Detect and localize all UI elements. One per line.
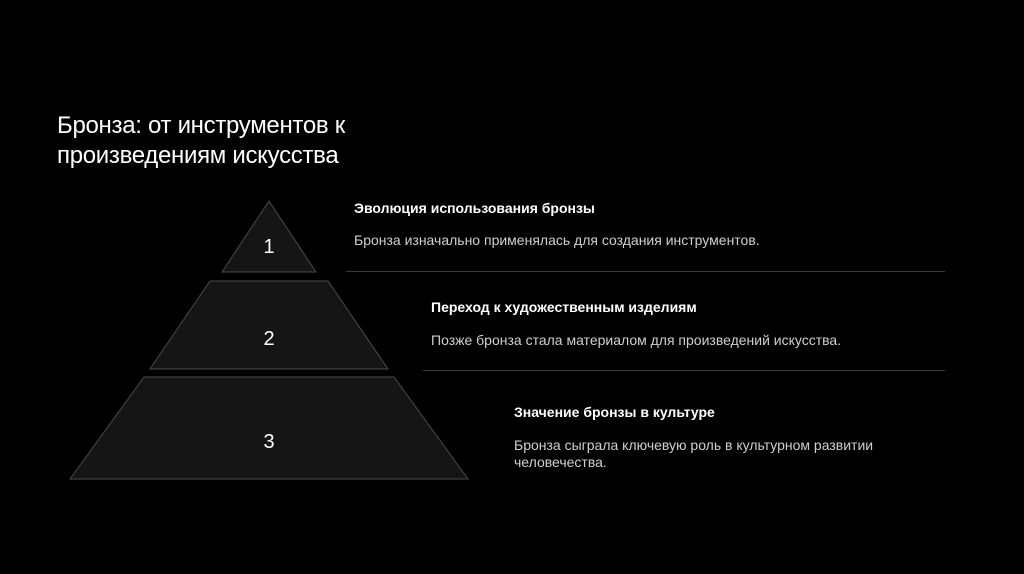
tier-2-text: Позже бронза стала материалом для произведений искусства.	[431, 332, 842, 348]
pyramid-tier-3	[70, 377, 468, 479]
tier-number-1: 1	[263, 236, 275, 258]
tier-number-3: 3	[263, 431, 275, 453]
tier-1-heading: Эволюция использования бронзы	[354, 200, 595, 216]
tier-2-heading: Переход к художественным изделиям	[431, 299, 697, 315]
tier-3-heading: Значение бронзы в культуре	[514, 404, 715, 420]
pyramid-tier-2	[150, 281, 388, 369]
tier-1-text: Бронза изначально применялась для создания инструментов.	[354, 232, 760, 248]
tier-number-2: 2	[263, 328, 275, 350]
divider-1	[346, 271, 945, 272]
tier-3-text: Бронза сыграла ключевую роль в культурном развитии человечества.	[514, 437, 874, 470]
slide-title: Бронза: от инструментов к произведениям искусства	[57, 112, 345, 169]
divider-2	[423, 370, 945, 371]
